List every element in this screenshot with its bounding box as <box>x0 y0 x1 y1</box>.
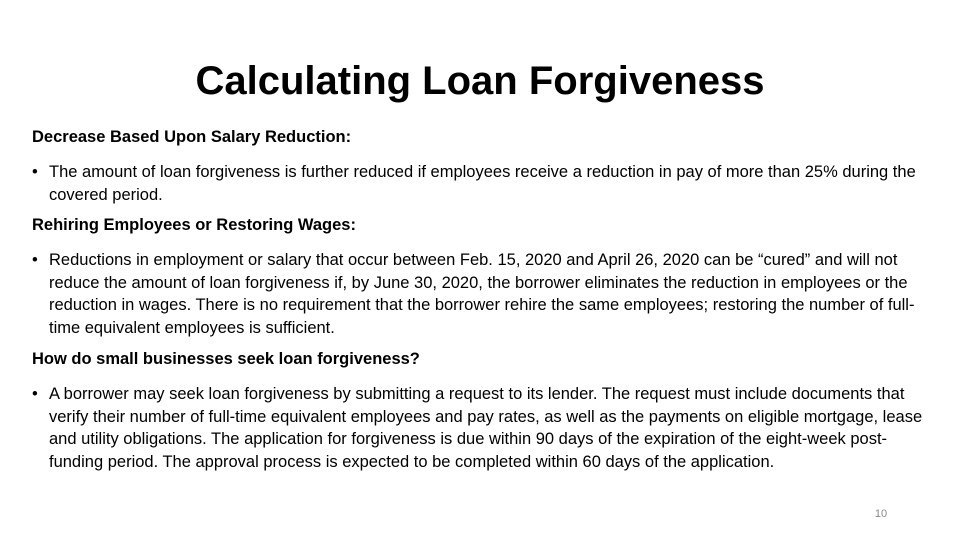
section-heading-rehiring: Rehiring Employees or Restoring Wages: <box>32 216 356 234</box>
bullet-item-seek-forgiveness <box>32 383 932 473</box>
bullet-icon: • <box>32 163 38 181</box>
section-heading-seek-forgiveness: How do small businesses seek loan forgiveness? <box>32 350 420 368</box>
slide-content <box>32 127 932 473</box>
bullet-text: The amount of loan forgiveness is further reduced if employees receive a reduction in pay of more than 25% during the covered period. <box>49 163 916 204</box>
page-number: 10 <box>874 508 888 520</box>
section-heading-salary-reduction: Decrease Based Upon Salary Reduction: <box>32 128 352 146</box>
bullet-icon: • <box>32 385 38 403</box>
bullet-icon: • <box>32 251 38 269</box>
bullet-text: A borrower may seek loan forgiveness by submitting a request to its lender. The request must include documents that verify their number of full-time equivalent employees and pay rates, as well as the payments on eligible mortgage, lease and utility obligations. The application for forgiveness is due within 90 days of the expiration of the eight-week post-funding period. The approval process is expected to be completed within 60 days of the application. <box>49 385 923 471</box>
bullet-text: Reductions in employment or salary that occur between Feb. 15, 2020 and April 26, 2020 can be “cured” and will not reduce the amount of loan forgiveness if, by June 30, 2020, the borrower eliminates the reduction in employees or the reduction in wages. There is no requirement that the borrower rehire the same employees; restoring the number of full-time equivalent employees is sufficient. <box>49 251 915 337</box>
bullet-item-salary-reduction <box>32 161 932 206</box>
bullet-item-rehiring <box>32 249 932 339</box>
slide-title: Calculating Loan Forgiveness <box>195 59 765 103</box>
